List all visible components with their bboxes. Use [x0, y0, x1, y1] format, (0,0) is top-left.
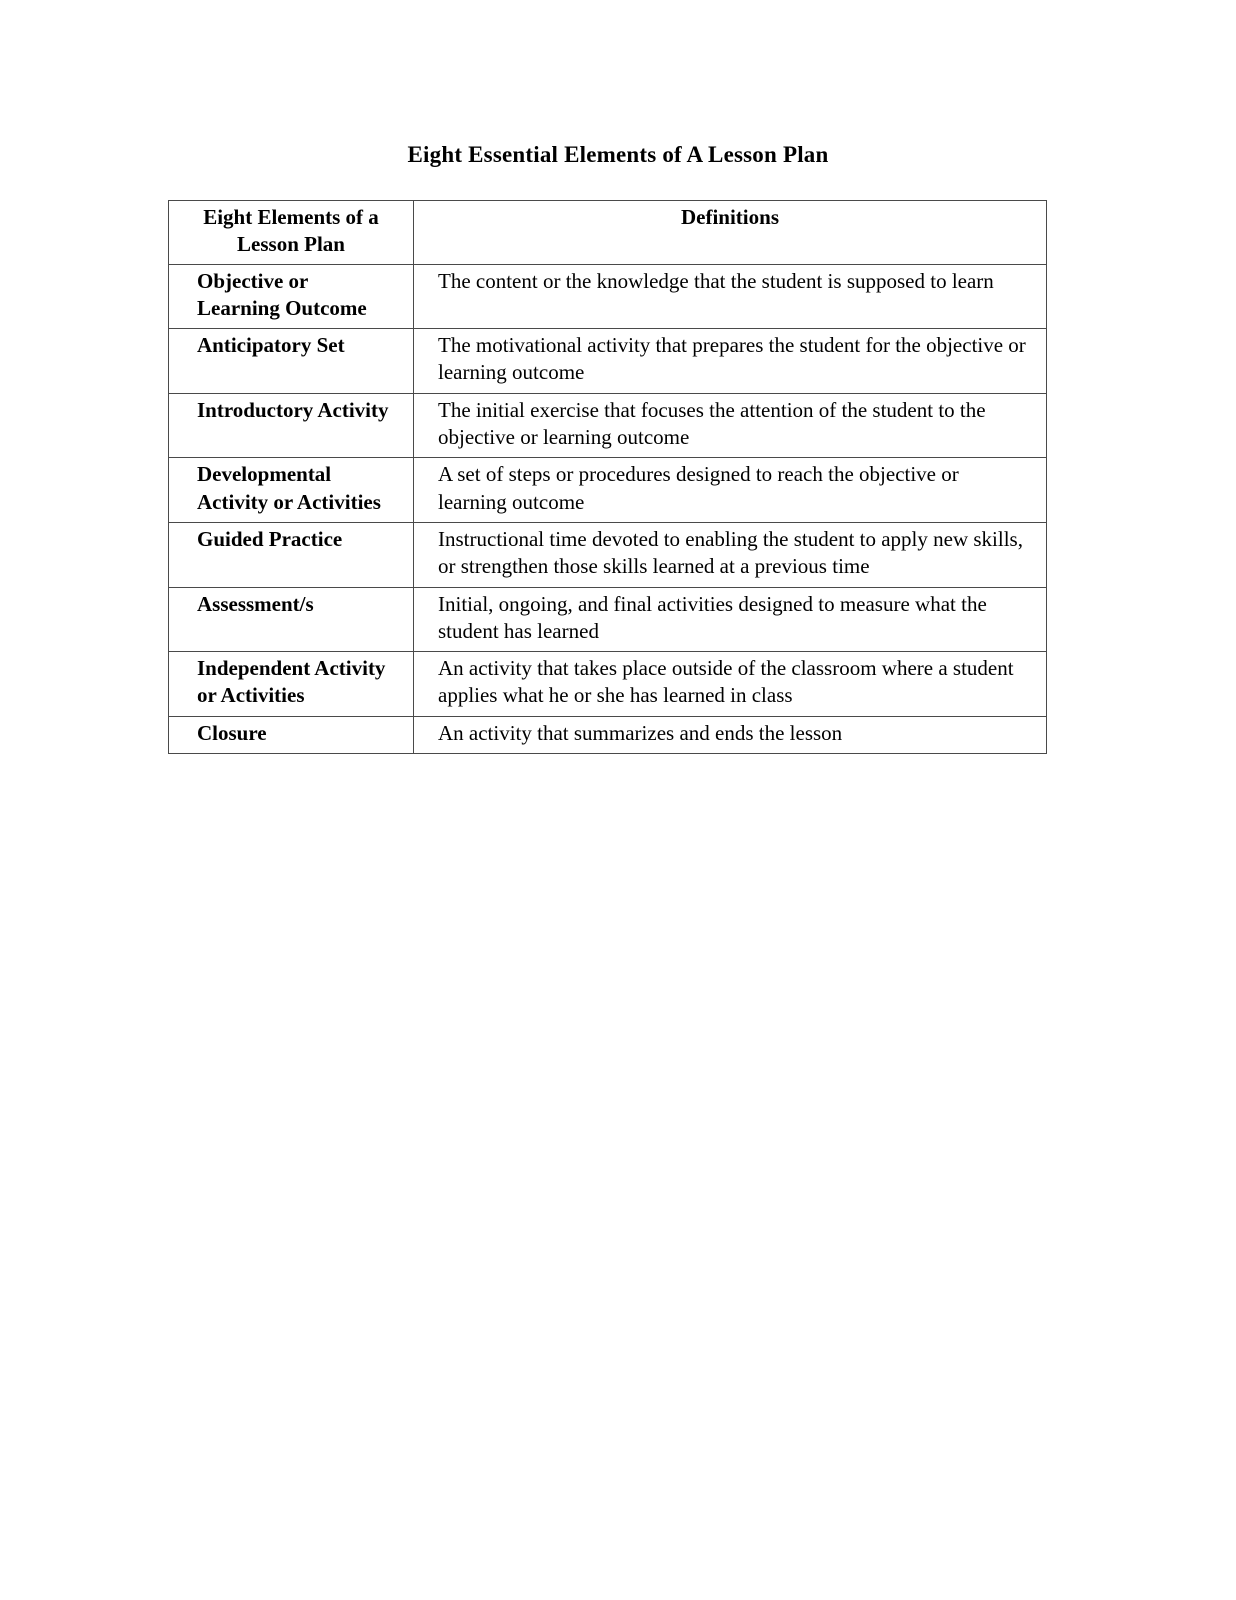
column-header-elements: Eight Elements of a Lesson Plan — [169, 201, 414, 265]
term-cell: Independent Activity or Activities — [169, 652, 414, 717]
definition-cell: The initial exercise that focuses the attention of the student to the objective or learning outcome — [414, 393, 1047, 458]
table-row — [169, 393, 1047, 458]
table-row — [169, 716, 1047, 753]
table-header-row — [169, 201, 1047, 265]
term-cell: Anticipatory Set — [169, 329, 414, 394]
definition-cell: A set of steps or procedures designed to reach the objective or learning outcome — [414, 458, 1047, 523]
column-header-definitions: Definitions — [414, 201, 1047, 265]
term-cell: Assessment/s — [169, 587, 414, 652]
definition-cell: An activity that takes place outside of the classroom where a student applies what he or she has learned in class — [414, 652, 1047, 717]
definition-cell: Instructional time devoted to enabling the student to apply new skills, or strengthen those skills learned at a previous time — [414, 522, 1047, 587]
term-cell: Closure — [169, 716, 414, 753]
table-row — [169, 458, 1047, 523]
page-title: Eight Essential Elements of A Lesson Plan — [407, 142, 829, 167]
table-row — [169, 587, 1047, 652]
definition-cell: An activity that summarizes and ends the lesson — [414, 716, 1047, 753]
definition-cell: The content or the knowledge that the student is supposed to learn — [414, 264, 1047, 329]
lesson-plan-table — [168, 200, 1047, 754]
definition-cell: Initial, ongoing, and final activities designed to measure what the student has learned — [414, 587, 1047, 652]
table-row — [169, 329, 1047, 394]
term-cell: Developmental Activity or Activities — [169, 458, 414, 523]
definition-cell: The motivational activity that prepares the student for the objective or learning outcome — [414, 329, 1047, 394]
term-cell: Objective or Learning Outcome — [169, 264, 414, 329]
table-row — [169, 264, 1047, 329]
term-cell: Introductory Activity — [169, 393, 414, 458]
table-row — [169, 652, 1047, 717]
table-row — [169, 522, 1047, 587]
term-cell: Guided Practice — [169, 522, 414, 587]
